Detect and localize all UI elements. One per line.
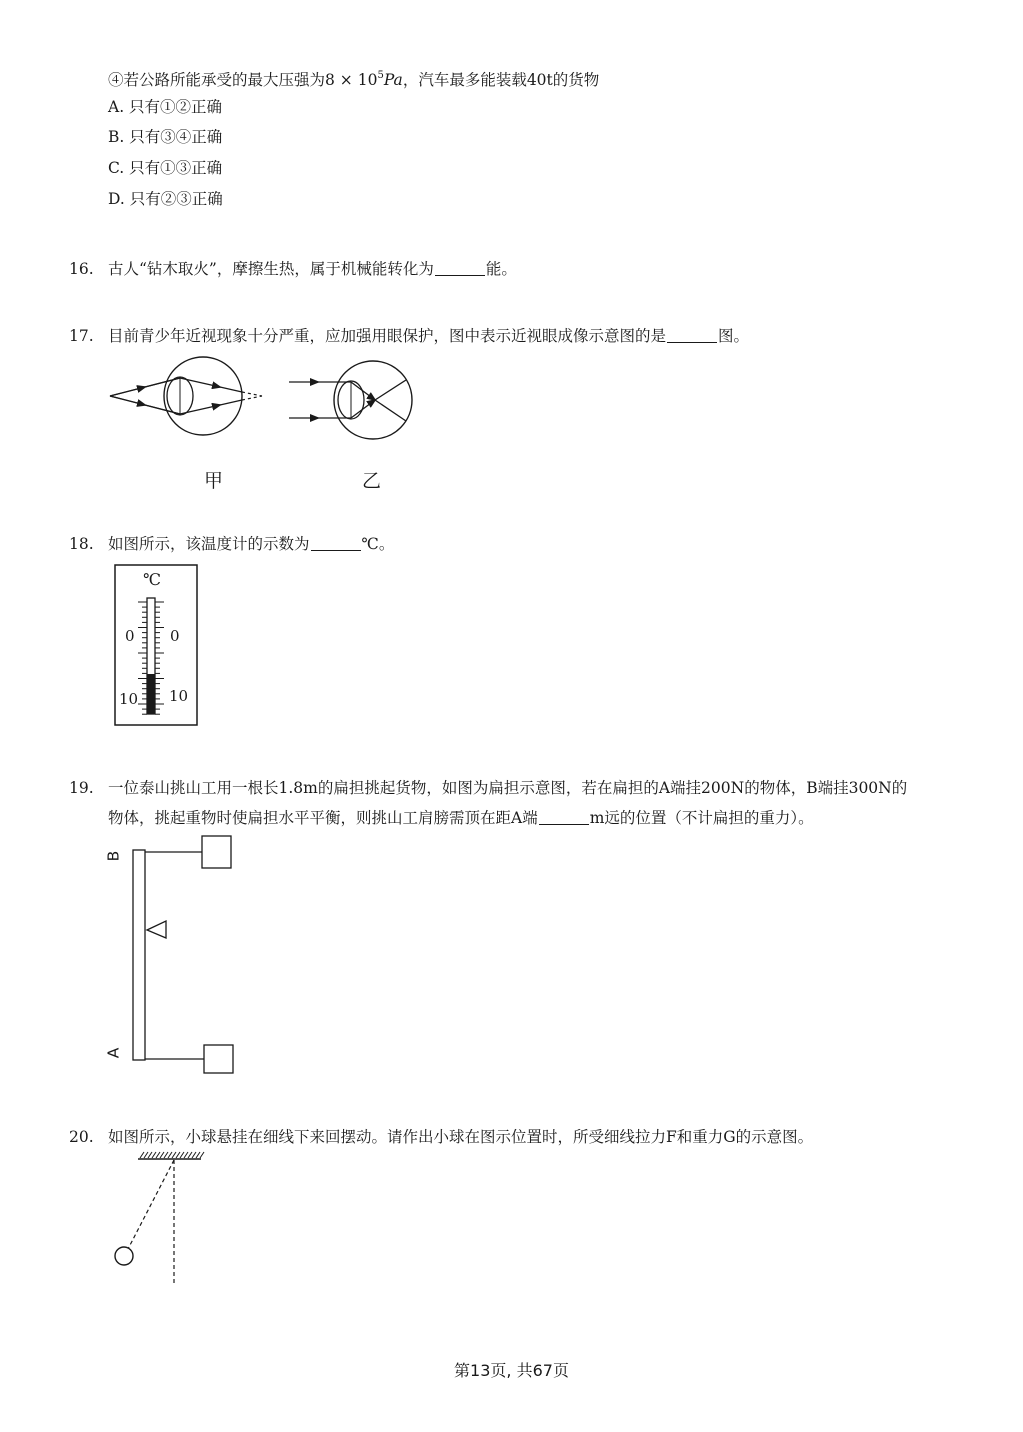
q18-number: 18. [69,535,94,553]
pole-label-b: B [104,850,123,862]
thermometer-right-ten: 10 [169,687,189,705]
hatch-mark [168,1152,172,1158]
hatch-mark [192,1152,196,1158]
hatch-mark [184,1152,188,1158]
thermometer-unit: ℃ [143,570,161,589]
q15-stmt4-text: ④若公路所能承受的最大压强为 [108,71,326,89]
q16-text-pre: 古人“钻木取火”，摩擦生热，属于机械能转化为 [108,260,434,278]
q18-text-pre: 如图所示，该温度计的示数为 [108,535,310,553]
q17-number: 17. [69,327,94,345]
q19-number: 19. [69,779,94,797]
pole-label-a: A [104,1047,123,1059]
q19-text-line1: 一位泰山挑山工用一根长1.8m的扁担挑起货物，如图为扁担示意图，若在扁担的A端挂200N的物体，B端挂300N的 [108,779,908,797]
q15-option-a[interactable]: A. 只有①②正确 [108,98,223,116]
ceiling-hatching [140,1152,204,1158]
page-footer: 第13页, 共67页 [454,1361,569,1380]
hatch-mark [176,1152,180,1158]
eye-label-b: 乙 [362,470,382,492]
hatch-mark [164,1152,168,1158]
pressure-unit: Pa [383,71,403,89]
q15-option-b[interactable]: B. 只有③④正确 [108,128,223,146]
hatch-mark [200,1152,204,1158]
hatch-mark [180,1152,184,1158]
pendulum-ball [115,1247,133,1265]
q15-option-d[interactable]: D. 只有②③正确 [108,190,223,208]
q17-text-pre: 目前青少年近视现象十分严重，应加强用眼保护，图中表示近视眼成像示意图的是 [108,327,667,345]
q20-text: 如图所示，小球悬挂在细线下来回摆动。请作出小球在图示位置时，所受细线拉力F和重力G的示意图。 [108,1128,814,1146]
q19-text-post: m远的位置（不计扁担的重力）。 [589,809,814,827]
hatch-mark [156,1152,160,1158]
q15-stmt4-tail: ，汽车最多能装载40t的货物 [402,71,600,89]
q15-option-c[interactable]: C. 只有①③正确 [108,159,223,177]
q20-number: 20. [69,1128,94,1146]
pressure-exponent: 5 [377,70,384,81]
hatch-mark [172,1152,176,1158]
thermometer-left-zero: 0 [125,627,135,645]
q17-text-post: 图。 [718,327,750,345]
hatch-mark [152,1152,156,1158]
hatch-mark [160,1152,164,1158]
hatch-mark [148,1152,152,1158]
q16-text-post: 能。 [485,260,517,278]
q16-number: 16. [69,260,94,278]
q18-text-post: ℃。 [361,535,395,553]
thermometer-right-zero: 0 [170,627,180,645]
pressure-base: 8 × 10 [325,71,378,89]
hatch-mark [188,1152,192,1158]
hatch-mark [196,1152,200,1158]
q19-text-pre: 物体，挑起重物时使扁担水平平衡，则挑山工肩膀需顶在距A端 [108,809,538,827]
hatch-mark [144,1152,148,1158]
thermometer-left-ten: 10 [119,690,139,708]
pendulum-string [128,1160,174,1249]
hatch-mark [140,1152,144,1158]
eye-label-a: 甲 [204,470,224,492]
